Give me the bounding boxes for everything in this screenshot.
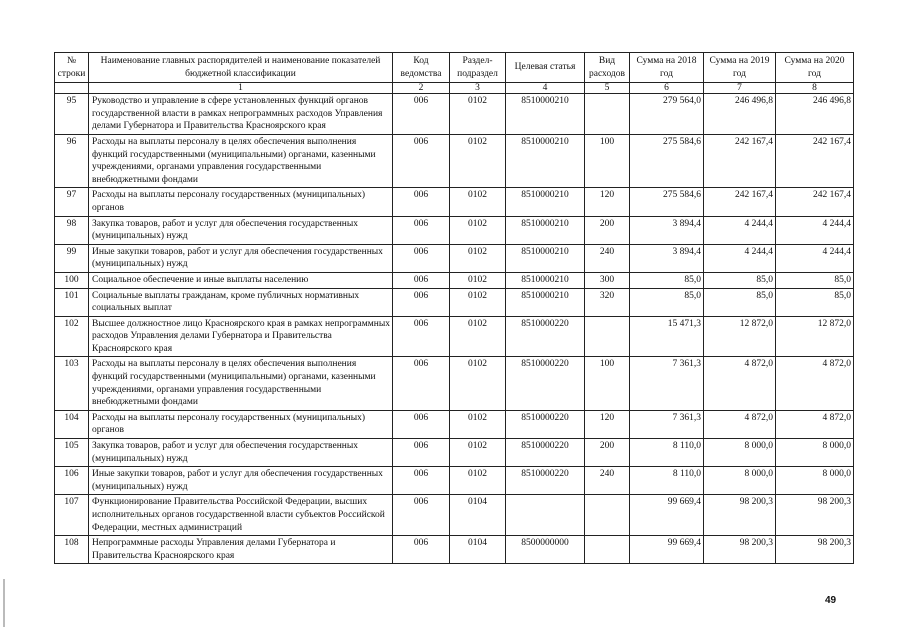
section-cell: 0102 [450,410,506,438]
expense-type-cell [585,495,630,536]
expense-type-cell: 100 [585,357,630,410]
section-cell: 0102 [450,272,506,288]
target-item-cell: 8510000220 [506,439,585,467]
sum-2020-cell: 8 000,0 [776,439,854,467]
sum-2018-cell: 279 564,0 [630,94,704,135]
name-cell: Закупка товаров, работ и услуг для обеспечения государственных (муниципальных) нужд [89,216,393,244]
sum-2019-cell: 85,0 [704,272,776,288]
table-row [55,288,854,316]
table-row [55,467,854,495]
sum-2018-cell: 3 894,4 [630,244,704,272]
table-row [55,536,854,564]
name-cell: Расходы на выплаты персоналу в целях обеспечения выполнения функций государственными (муниципальными) органами, казенными учреждениями, органами управления государственными внебюджетными фондами [89,134,393,187]
section-cell: 0102 [450,467,506,495]
expense-type-cell: 240 [585,467,630,495]
section-cell: 0102 [450,94,506,135]
table-row [55,188,854,216]
expense-type-cell: 100 [585,134,630,187]
name-cell: Социальные выплаты гражданам, кроме публичных нормативных социальных выплат [89,288,393,316]
sum-2019-cell: 242 167,4 [704,134,776,187]
sum-2018-cell: 275 584,6 [630,188,704,216]
target-item-cell: 8510000210 [506,244,585,272]
department-code-cell: 006 [393,495,450,536]
row-number-cell: 101 [55,288,89,316]
column-numbers-row [55,83,854,94]
column-number: 4 [506,83,585,94]
department-code-cell: 006 [393,216,450,244]
expense-type-cell: 320 [585,288,630,316]
row-number-cell: 97 [55,188,89,216]
sum-2018-cell: 8 110,0 [630,467,704,495]
name-cell: Иные закупки товаров, работ и услуг для обеспечения государственных (муниципальных) нужд [89,467,393,495]
section-cell: 0102 [450,288,506,316]
expense-type-cell [585,94,630,135]
sum-2020-cell: 4 872,0 [776,357,854,410]
table-row [55,495,854,536]
sum-2019-cell: 4 244,4 [704,244,776,272]
sum-2020-cell: 4 244,4 [776,216,854,244]
table-row [55,272,854,288]
row-number-cell: 104 [55,410,89,438]
header-department-code: Код ведомства [393,53,450,83]
expense-type-cell: 120 [585,410,630,438]
sum-2018-cell: 7 361,3 [630,357,704,410]
table-row [55,94,854,135]
department-code-cell: 006 [393,357,450,410]
sum-2020-cell: 8 000,0 [776,467,854,495]
sum-2019-cell: 85,0 [704,288,776,316]
sum-2020-cell: 85,0 [776,272,854,288]
department-code-cell: 006 [393,467,450,495]
target-item-cell: 8510000210 [506,216,585,244]
table-row [55,216,854,244]
header-name: Наименование главных распорядителей и наименование показателей бюджетной классификации [89,53,393,83]
scan-margin-line [3,579,5,627]
sum-2020-cell: 4 872,0 [776,410,854,438]
name-cell: Закупка товаров, работ и услуг для обеспечения государственных (муниципальных) нужд [89,439,393,467]
sum-2020-cell: 246 496,8 [776,94,854,135]
expense-type-cell: 200 [585,439,630,467]
section-cell: 0102 [450,439,506,467]
sum-2020-cell: 12 872,0 [776,316,854,357]
name-cell: Иные закупки товаров, работ и услуг для обеспечения государственных (муниципальных) нужд [89,244,393,272]
sum-2019-cell: 8 000,0 [704,439,776,467]
expense-type-cell: 300 [585,272,630,288]
table-header-row [55,53,854,83]
sum-2020-cell: 242 167,4 [776,134,854,187]
column-number: 3 [450,83,506,94]
sum-2019-cell: 8 000,0 [704,467,776,495]
sum-2019-cell: 4 872,0 [704,357,776,410]
row-number-cell: 99 [55,244,89,272]
sum-2020-cell: 242 167,4 [776,188,854,216]
section-cell: 0102 [450,216,506,244]
sum-2019-cell: 246 496,8 [704,94,776,135]
sum-2018-cell: 15 471,3 [630,316,704,357]
department-code-cell: 006 [393,410,450,438]
column-number: 8 [776,83,854,94]
table-row [55,134,854,187]
column-number: 7 [704,83,776,94]
name-cell: Непрограммные расходы Управления делами Губернатора и Правительства Красноярского края [89,536,393,564]
header-target-item: Целевая статья [506,53,585,83]
target-item-cell [506,495,585,536]
sum-2019-cell: 98 200,3 [704,495,776,536]
target-item-cell: 8510000210 [506,188,585,216]
page-number: 49 [825,595,837,606]
table-row [55,244,854,272]
section-cell: 0102 [450,316,506,357]
expense-type-cell: 120 [585,188,630,216]
target-item-cell: 8510000220 [506,316,585,357]
department-code-cell: 006 [393,536,450,564]
section-cell: 0102 [450,244,506,272]
column-number: 5 [585,83,630,94]
sum-2019-cell: 12 872,0 [704,316,776,357]
sum-2018-cell: 7 361,3 [630,410,704,438]
row-number-cell: 105 [55,439,89,467]
header-sum-2018: Сумма на 2018 год [630,53,704,83]
sum-2018-cell: 275 584,6 [630,134,704,187]
row-number-cell: 98 [55,216,89,244]
table-row [55,410,854,438]
table-row [55,357,854,410]
sum-2020-cell: 4 244,4 [776,244,854,272]
section-cell: 0102 [450,357,506,410]
row-number-cell: 108 [55,536,89,564]
table-row [55,316,854,357]
sum-2019-cell: 4 244,4 [704,216,776,244]
row-number-cell: 103 [55,357,89,410]
header-expense-type: Вид расходов [585,53,630,83]
department-code-cell: 006 [393,316,450,357]
expense-type-cell [585,536,630,564]
sum-2019-cell: 242 167,4 [704,188,776,216]
section-cell: 0104 [450,495,506,536]
target-item-cell: 8510000220 [506,357,585,410]
name-cell: Расходы на выплаты персоналу государственных (муниципальных) органов [89,410,393,438]
row-number-cell: 95 [55,94,89,135]
department-code-cell: 006 [393,272,450,288]
sum-2018-cell: 99 669,4 [630,536,704,564]
row-number-cell: 106 [55,467,89,495]
column-number [55,83,89,94]
row-number-cell: 107 [55,495,89,536]
name-cell: Высшее должностное лицо Красноярского края в рамках непрограммных расходов Управления делами Губернатора и Правительства Красноярского края [89,316,393,357]
expense-type-cell [585,316,630,357]
header-sum-2019: Сумма на 2019 год [704,53,776,83]
department-code-cell: 006 [393,134,450,187]
sum-2018-cell: 85,0 [630,288,704,316]
target-item-cell: 8510000210 [506,288,585,316]
budget-table [54,52,854,564]
department-code-cell: 006 [393,244,450,272]
table-body [55,94,854,564]
section-cell: 0102 [450,134,506,187]
column-number: 1 [89,83,393,94]
department-code-cell: 006 [393,188,450,216]
name-cell: Социальное обеспечение и иные выплаты населению [89,272,393,288]
target-item-cell: 8510000210 [506,272,585,288]
column-number: 2 [393,83,450,94]
target-item-cell: 8510000220 [506,467,585,495]
target-item-cell: 8510000210 [506,134,585,187]
section-cell: 0102 [450,188,506,216]
sum-2019-cell: 4 872,0 [704,410,776,438]
row-number-cell: 100 [55,272,89,288]
row-number-cell: 96 [55,134,89,187]
name-cell: Функционирование Правительства Российской Федерации, высших исполнительных органов государственной власти субъектов Российской Федерации, местных администраций [89,495,393,536]
expense-type-cell: 200 [585,216,630,244]
section-cell: 0104 [450,536,506,564]
sum-2020-cell: 98 200,3 [776,495,854,536]
target-item-cell: 8500000000 [506,536,585,564]
name-cell: Расходы на выплаты персоналу в целях обеспечения выполнения функций государственными (муниципальными) органами, казенными учреждениями, органами управления государственными внебюджетными фондами [89,357,393,410]
header-sum-2020: Сумма на 2020 год [776,53,854,83]
sum-2018-cell: 8 110,0 [630,439,704,467]
header-row-number: № строки [55,53,89,83]
target-item-cell: 8510000210 [506,94,585,135]
sum-2019-cell: 98 200,3 [704,536,776,564]
name-cell: Расходы на выплаты персоналу государственных (муниципальных) органов [89,188,393,216]
sum-2018-cell: 85,0 [630,272,704,288]
header-section: Раздел-подраздел [450,53,506,83]
expense-type-cell: 240 [585,244,630,272]
target-item-cell: 8510000220 [506,410,585,438]
row-number-cell: 102 [55,316,89,357]
table-row [55,439,854,467]
sum-2018-cell: 3 894,4 [630,216,704,244]
sum-2020-cell: 85,0 [776,288,854,316]
sum-2020-cell: 98 200,3 [776,536,854,564]
column-number: 6 [630,83,704,94]
department-code-cell: 006 [393,94,450,135]
department-code-cell: 006 [393,439,450,467]
department-code-cell: 006 [393,288,450,316]
sum-2018-cell: 99 669,4 [630,495,704,536]
name-cell: Руководство и управление в сфере установленных функций органов государственной власти в рамках непрограммных расходов Управления делами Губернатора и Правительства Красноярского края [89,94,393,135]
